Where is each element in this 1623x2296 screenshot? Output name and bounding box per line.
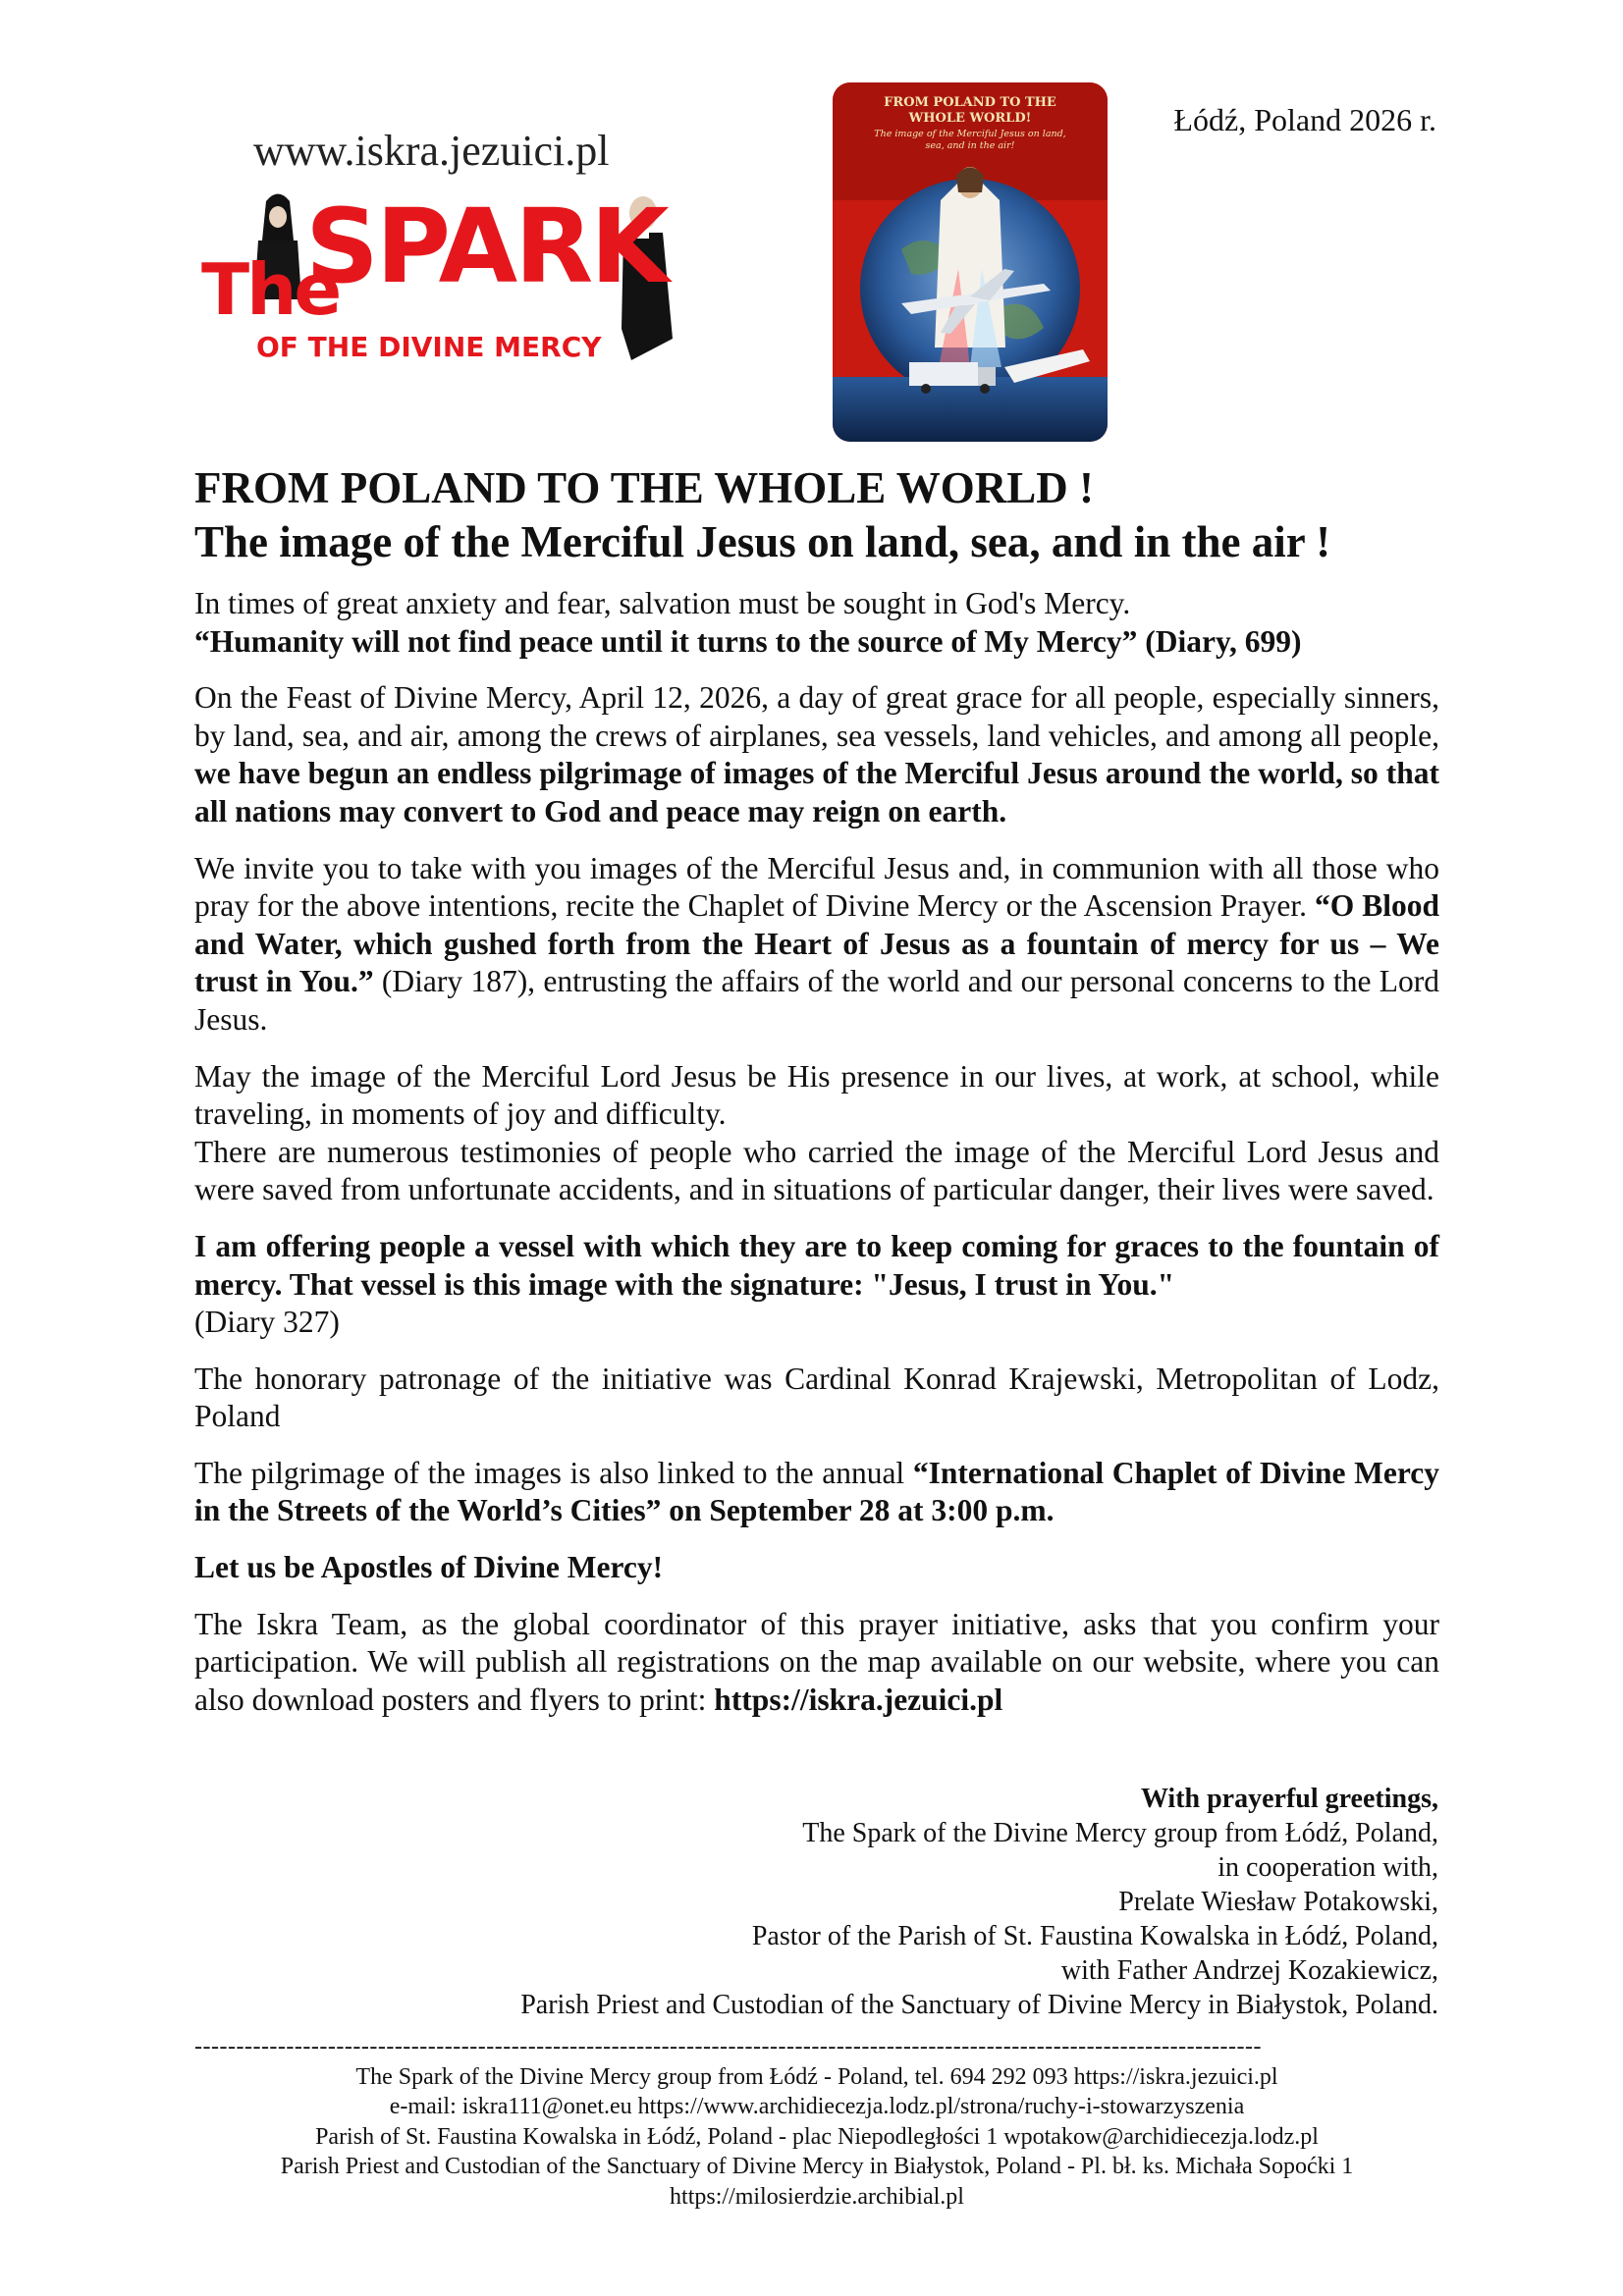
poster-graphic xyxy=(833,82,1108,442)
footer-line-3: Parish of St. Faustina Kowalska in Łódź, Poland - plac Niepodległości 1 wpotakow@archidiecezja.lodz.pl xyxy=(315,2123,1319,2150)
pilgrimage-announcement: we have begun an endless pilgrimage of images of the Merciful Jesus around the world, so that all nations may convert to God and peace may reign on earth. xyxy=(194,756,1439,828)
footer xyxy=(194,2032,1439,2212)
footer-line-4: Parish Priest and Custodian of the Sanctuary of Divine Mercy in Białystok, Poland - Pl. bł. ks. Michała Sopoćki 1 xyxy=(280,2154,1354,2179)
letter-body xyxy=(194,585,1439,1737)
title-line-1: FROM POLAND TO THE WHOLE WORLD ! xyxy=(194,463,1094,512)
signature-line-1: The Spark of the Divine Mercy group from Łódź, Poland, xyxy=(802,1818,1438,1848)
paragraph-intro xyxy=(194,585,1439,661)
signature-line-2: in cooperation with, xyxy=(1217,1852,1438,1883)
registration-text: The Iskra Team, as the global coordinator of this prayer initiative, asks that you confirm your participation. We will publish all registrations on the map available on our website, where you can also download posters and flyers to print: xyxy=(194,1606,1439,1717)
paragraph-apostles xyxy=(194,1549,1439,1587)
feast-text: On the Feast of Divine Mercy, April 12, 2026, a day of great grace for all people, especially sinners, by land, sea, and air, among the crews of airplanes, sea vessels, land vehicles, and among all people, xyxy=(194,680,1439,753)
logo-graphic xyxy=(199,182,739,363)
poster-title-line2: WHOLE WORLD! xyxy=(908,111,1032,126)
diary-ref-327: (Diary 327) xyxy=(194,1305,340,1340)
paragraph-vessel xyxy=(194,1228,1439,1342)
merciful-jesus-poster xyxy=(833,82,1108,442)
presence-text: May the image of the Merciful Lord Jesus be His presence in our lives, at work, at school, while traveling, in moments of joy and difficulty. xyxy=(194,1058,1439,1132)
logo-spark-word: SPARK xyxy=(305,187,667,306)
paragraph-registration xyxy=(194,1606,1439,1720)
paragraph-patronage xyxy=(194,1361,1439,1436)
invitation-tail: (Diary 187), entrusting the affairs of the world and our personal concerns to the Lord Jesus. xyxy=(194,964,1439,1037)
paragraph-feast xyxy=(194,679,1439,830)
signature-line-6: Parish Priest and Custodian of the Sanctuary of Divine Mercy in Białystok, Poland. xyxy=(520,1990,1438,2020)
spark-divine-mercy-logo xyxy=(199,182,739,363)
intro-text: In times of great anxiety and fear, salvation must be sought in God's Mercy. xyxy=(194,586,1131,620)
signature-block xyxy=(520,1782,1438,2022)
signature-line-3: Prelate Wiesław Potakowski, xyxy=(1118,1887,1438,1917)
title-line-2: The image of the Merciful Jesus on land, sea, and in the air ! xyxy=(194,517,1331,566)
document-date: Łódź, Poland 2026 r. xyxy=(1173,102,1436,137)
registration-link[interactable]: https://iskra.jezuici.pl xyxy=(714,1682,1003,1717)
poster-title-line1: FROM POLAND TO THE xyxy=(884,95,1056,110)
diary-quote-187: “O Blood and Water, which gushed forth from the Heart of Jesus as a fountain of mercy for us – We trust in You.” xyxy=(194,888,1439,999)
paragraph-invitation xyxy=(194,850,1439,1040)
footer-line-2: e-mail: iskra111@onet.eu https://www.archidiecezja.lodz.pl/strona/ruchy-i-stowarzyszenia xyxy=(389,2094,1245,2119)
footer-separator: -------------------------------------------------------------------------------------------------------------------------------- xyxy=(194,2034,1262,2059)
diary-quote-327: I am offering people a vessel with which they are to keep coming for graces to the fountain of mercy. That vessel is this image with the signature: "Jesus, I trust in You." xyxy=(194,1228,1439,1302)
testimonies-text: There are numerous testimonies of people who carried the image of the Merciful Lord Jesus and were saved from unfortunate accidents, and in situations of particular danger, their lives were saved. xyxy=(194,1134,1439,1207)
paragraph-chaplet xyxy=(194,1455,1439,1530)
website-url[interactable]: www.iskra.jezuici.pl xyxy=(253,127,610,175)
footer-line-5[interactable]: https://milosierdzie.archibial.pl xyxy=(670,2183,964,2210)
signature-line-4: Pastor of the Parish of St. Faustina Kowalska in Łódź, Poland, xyxy=(751,1921,1438,1951)
poster-subtitle-line1: The image of the Merciful Jesus on land, xyxy=(874,129,1066,139)
logo-subtitle: OF THE DIVINE MERCY xyxy=(256,331,602,363)
diary-quote-699: “Humanity will not find peace until it turns to the source of My Mercy” (Diary, 699) xyxy=(194,623,1302,659)
apostles-callout: Let us be Apostles of Divine Mercy! xyxy=(194,1550,664,1585)
footer-line-1: The Spark of the Divine Mercy group from Łódź - Poland, tel. 694 292 093 https://iskra.jezuici.pl xyxy=(355,2063,1278,2090)
signature-line-5: with Father Andrzej Kozakiewicz, xyxy=(1060,1955,1438,1986)
chaplet-event: “International Chaplet of Divine Mercy in the Streets of the World’s Cities” on September 28 at 3:00 p.m. xyxy=(194,1455,1439,1528)
chaplet-text: The pilgrimage of the images is also linked to the annual xyxy=(194,1455,913,1490)
invitation-text: We invite you to take with you images of the Merciful Jesus and, in communion with all those who pray for the above intentions, recite the Chaplet of Divine Mercy or the Ascension Prayer. xyxy=(194,850,1439,924)
greeting: With prayerful greetings, xyxy=(1140,1784,1438,1814)
page-title xyxy=(194,461,1441,569)
poster-subtitle-line2: sea, and in the air! xyxy=(925,140,1015,151)
paragraph-presence xyxy=(194,1058,1439,1209)
merciful-jesus-figure-icon xyxy=(935,167,1005,367)
patronage-text: The honorary patronage of the initiative was Cardinal Konrad Krajewski, Metropolitan of Lodz, Poland xyxy=(194,1361,1439,1434)
logo-the-word: The xyxy=(201,248,340,331)
